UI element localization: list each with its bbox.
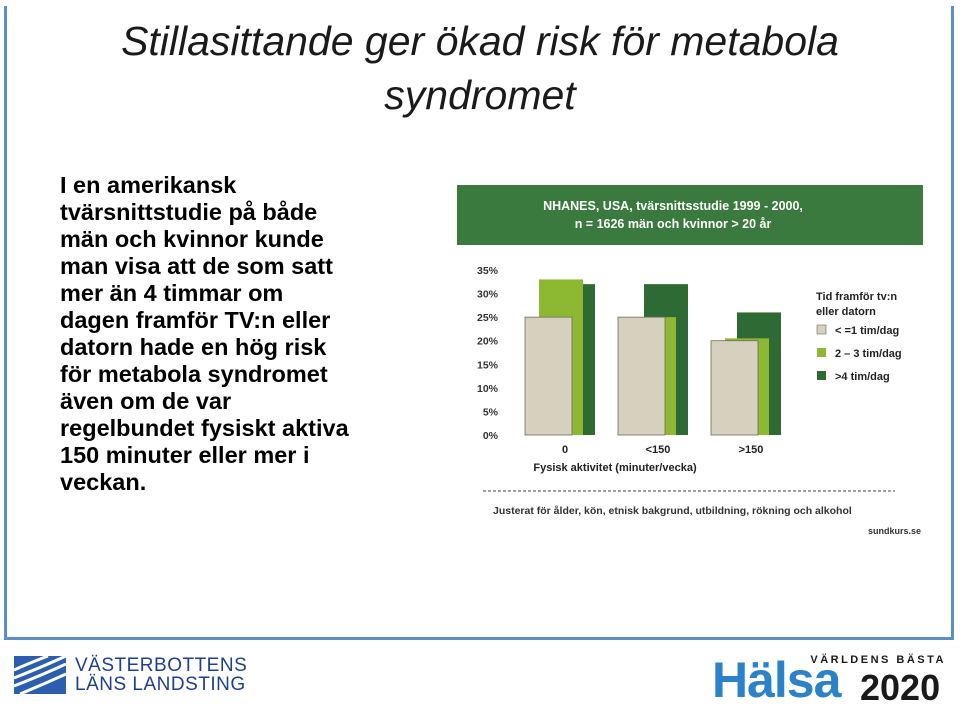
bar--1-tim-dag-2 <box>711 341 758 435</box>
body-line: veckan. <box>60 469 147 495</box>
halsa-tagline: VÄRLDENS BÄSTA <box>810 654 946 666</box>
legend-swatch <box>817 348 826 357</box>
vll-line-2: LÄNS LANDSTING <box>75 674 246 695</box>
legend-swatch <box>817 325 826 334</box>
bar--1-tim-dag-1 <box>618 317 665 435</box>
vll-logo-text <box>75 656 247 694</box>
chart-source: sundkurs.se <box>867 526 921 536</box>
vll-logo-icon <box>14 656 66 694</box>
body-line: tvärsnittstudie på både <box>60 199 318 225</box>
body-line: män och kvinnor kunde <box>60 226 324 252</box>
y-tick-label: 10% <box>476 382 498 395</box>
y-tick-label: 25% <box>476 312 498 325</box>
chart-x-axis-label: Fysisk aktivitet (minuter/vecka) <box>533 462 697 474</box>
title-line-1: Stillasittande ger ökad risk för metabola <box>121 18 839 64</box>
y-tick-label: 20% <box>476 335 498 348</box>
y-tick-label: 15% <box>476 359 498 372</box>
legend-label: >4 tim/dag <box>835 371 890 383</box>
x-tick-label: >150 <box>738 444 764 456</box>
body-line: mer än 4 timmar om <box>60 280 284 306</box>
legend-title-line-1: Tid framför tv:n <box>816 291 898 303</box>
halsa-2020-logo <box>712 650 952 706</box>
body-line: regelbundet fysiskt aktiva <box>60 415 349 441</box>
y-tick-label: 5% <box>482 406 498 419</box>
chart-note: Justerat för ålder, kön, etnisk bakgrund, utbildning, rökning och alkohol <box>493 505 852 517</box>
body-line: även om de var <box>60 388 232 414</box>
body-line: 150 minuter eller mer i <box>60 442 310 468</box>
legend-swatch <box>817 371 826 380</box>
body-line: för metabola syndromet <box>60 361 328 387</box>
body-line: I en amerikansk <box>60 172 237 198</box>
slide-title <box>0 14 960 122</box>
bar-chart <box>455 185 925 540</box>
y-tick-label: 35% <box>476 265 498 277</box>
halsa-word: Hälsa <box>712 652 841 708</box>
halsa-year: 2020 <box>860 667 941 708</box>
legend-title-line-2: eller datorn <box>816 306 876 318</box>
bar--1-tim-dag-0 <box>525 317 572 435</box>
body-text <box>60 172 430 496</box>
legend-label: < =1 tim/dag <box>835 325 900 337</box>
body-line: dagen framför TV:n eller <box>60 307 331 333</box>
vll-line-1: VÄSTERBOTTENS <box>75 655 248 676</box>
body-line: datorn hade en hög risk <box>60 334 327 360</box>
chart-header-band <box>457 185 923 245</box>
title-line-2: syndromet <box>384 72 576 118</box>
x-tick-label: <150 <box>645 444 671 456</box>
legend-label: 2 – 3 tim/dag <box>835 348 902 360</box>
y-tick-label: 30% <box>476 288 498 301</box>
y-tick-label: 0% <box>482 430 498 442</box>
x-tick-label: 0 <box>561 444 569 456</box>
chart-header-line-1: NHANES, USA, tvärsnittsstudie 1999 - 2000, <box>543 199 803 213</box>
body-line: man visa att de som satt <box>60 253 333 279</box>
chart-header-line-2: n = 1626 män och kvinnor > 20 år <box>574 217 772 231</box>
